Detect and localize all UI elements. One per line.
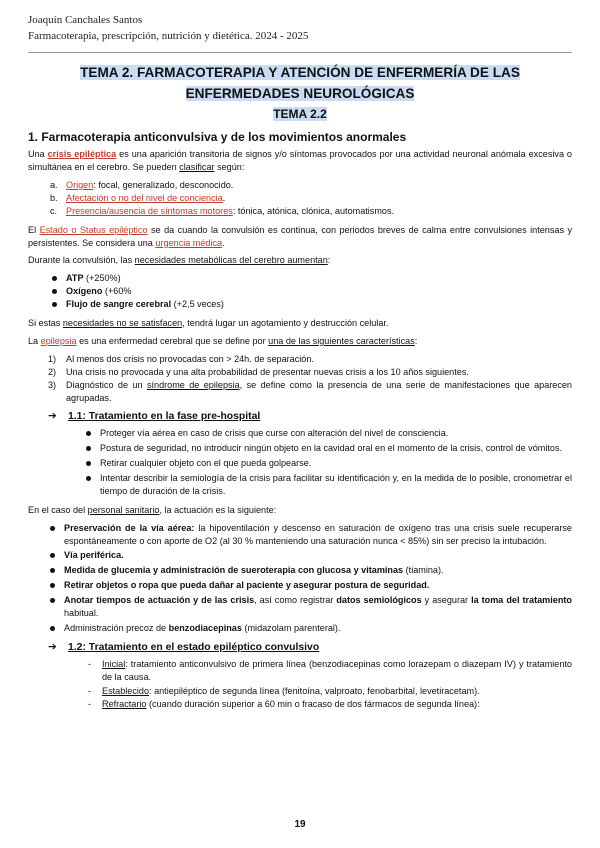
criteria-list [28,353,572,405]
list-item: Oxígeno (+60% [28,285,572,298]
header-divider [28,52,572,53]
list-item: 2) Una crisis no provocada y una alta probabilidad de presentar nuevas crisis a los 10 años siguientes. [48,366,469,377]
list-item: a. Origen: focal, generalizado, desconocido. [50,179,234,190]
arrow-right-icon: ➔ [48,641,57,653]
list-item: Preservación de la vía aérea: la hipoventilación y descenso en saturación de oxígeno tras una crisis suele recuperarse espontáneamente o con aporte de O2 (al 30 % manteniendo una saturación nunca < 85%) sin ser preciso la intubación. [28,522,572,548]
prehospital-list [28,427,572,498]
page-subtitle: TEMA 2.2 [273,107,327,121]
list-item: Administración precoz de benzodiacepinas (midazolam parenteral). [28,622,572,635]
subsection-heading: ➔ 1.2: Tratamiento en el estado epiléptico convulsivo [28,641,572,656]
list-item: Anotar tiempos de actuación y de las crisis, así como registrar datos semiológicos y asegurar la toma del tratamiento habitual. [28,594,572,620]
header-author: Joaquín Canchales Santos [28,14,143,26]
staff-list [28,522,572,635]
page-header [28,12,308,44]
needs-list [28,272,572,311]
arrow-right-icon: ➔ [48,411,57,423]
main-content [28,62,572,712]
list-item: Vía periférica. [28,549,572,562]
unmet-paragraph: Si estas necesidades no se satisfacen, tendrá lugar un agotamiento y destrucción celular. [28,318,389,329]
list-item: Intentar describir la semiología de la crisis para facilitar su identificación y, en la medida de lo posible, cronometrar el tiempo de duración de la crisis. [28,472,572,498]
page-title [28,62,572,104]
metabolic-paragraph: Durante la convulsión, las necesidades metabólicas del cerebro aumentan: [28,255,331,266]
subsection-heading: ➔ 1.1: Tratamiento en la fase pre-hospital [28,410,572,425]
list-item: Proteger vía aérea en caso de crisis que curse con alteración del nivel de consciencia. [28,427,572,440]
list-item: - Inicial: tratamiento anticonvulsivo de primera línea (benzodiacepinas como lorazepam o diazepam IV) y tratamiento de la causa. [28,658,572,684]
list-item: Postura de seguridad, no introducir ningún objeto en la cavidad oral en el momento de la crisis, control de vómitos. [28,442,572,455]
page-number: 19 [294,819,306,830]
epilepsy-paragraph: La epilepsia es una enfermedad cerebral que se define por una de las siguientes características: [28,335,418,346]
list-item: Flujo de sangre cerebral (+2,5 veces) [28,298,572,311]
list-item: b. Afectación o no del nivel de conciencia. [50,192,226,203]
list-item: - Refractario (cuando duración superior a 60 min o fracaso de dos fármacos de segunda línea): [28,698,572,711]
title-line-2: ENFERMEDADES NEUROLÓGICAS [185,86,415,101]
list-item: 1) Al menos dos crisis no provocadas con > 24h. de separación. [48,353,314,364]
status-treatment-list [28,658,572,712]
intro-paragraph: Una crisis epiléptica es una aparición transitoria de signos y/o síntomas provocados por una actividad neuronal anómala excesiva o simultánea en el cerebro. Se pueden clasificar según: [28,149,572,172]
list-item: ATP (+250%) [28,272,572,285]
staff-paragraph: En el caso del personal sanitario, la actuación es la siguiente: [28,504,277,515]
list-item: Retirar cualquier objeto con el que pueda golpearse. [28,457,572,470]
list-item: - Establecido: antiepiléptico de segunda línea (fenitoína, valproato, fenobarbital, levetiracetam). [28,685,572,698]
classification-list [28,179,572,218]
section-heading: 1. Farmacoterapia anticonvulsiva y de los movimientos anormales [28,130,407,145]
list-item: c. Presencia/ausencia de síntomas motores: tónica, atónica, clónica, automatismos. [50,205,395,216]
title-line-1: TEMA 2. FARMACOTERAPIA Y ATENCIÓN DE ENFERMERÍA DE LAS [80,65,520,80]
list-item: Retirar objetos o ropa que pueda dañar al paciente y asegurar postura de seguridad. [28,579,572,592]
header-course: Farmacoterapia, prescripción, nutrición y dietética. 2024 - 2025 [28,30,309,42]
status-paragraph: El Estado o Status epiléptico se da cuando la convulsión es continua, con periodos breves de calma entre convulsiones intensas y persistentes. Se considera una urgencia médica. [28,224,572,248]
list-item: Medida de glucemia y administración de sueroterapia con glucosa y vitaminas (tiamina). [28,564,572,577]
list-item: 3) Diagnóstico de un síndrome de epilepsia, se define como la presencia de una serie de manifestaciones que aparecen agrupadas. [48,379,572,403]
